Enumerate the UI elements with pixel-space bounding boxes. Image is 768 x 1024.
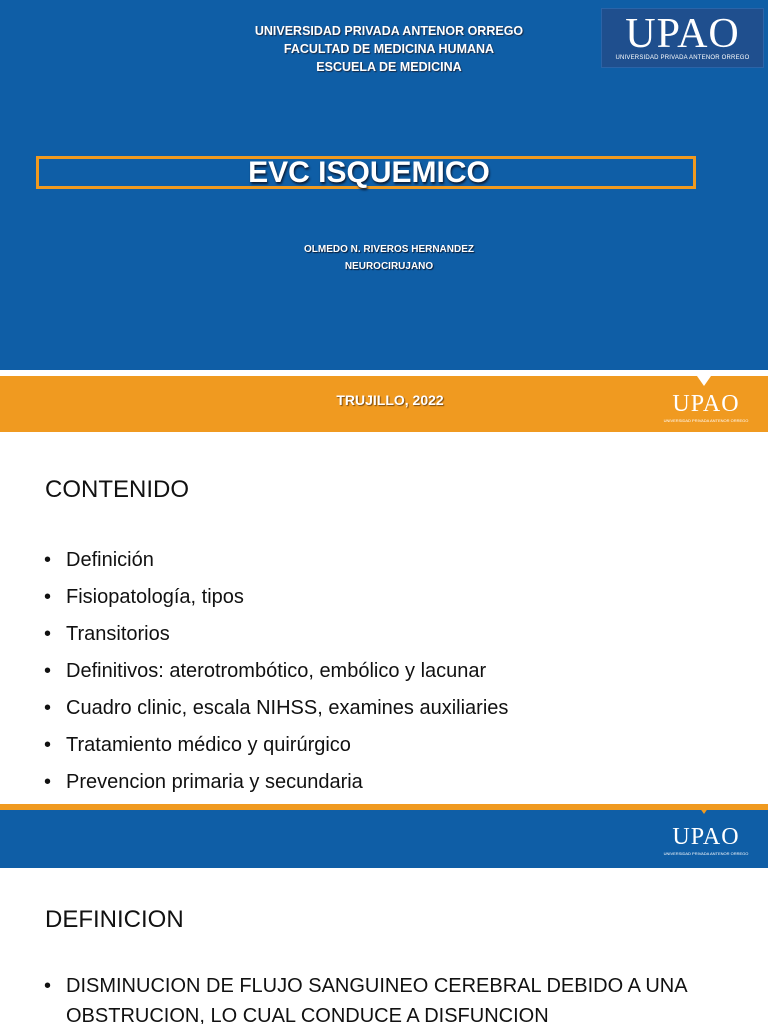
definition-label: DISMINUCION DE FLUJO SANGUINEO CEREBRAL DEBIDO A UNA OBSTRUCION, LO CUAL CONDUCE A DISFUNCION (66, 975, 687, 1024)
list-item (44, 616, 508, 653)
institution-header (180, 22, 598, 76)
list-item (44, 653, 508, 690)
upao-logo (601, 8, 764, 68)
triangle-marker-icon (697, 376, 711, 386)
slide-title: CONTENIDO (45, 476, 189, 503)
faculty-line: FACULTAD DE MEDICINA HUMANA (283, 42, 495, 56)
list-item (44, 542, 508, 579)
list-item-label: Prevencion primaria y secundaria (66, 771, 363, 793)
bullet-icon: • (44, 586, 52, 608)
list-item-label: Cuadro clinic, escala NIHSS, examines auxiliaries (66, 697, 509, 719)
bullet-icon: • (44, 771, 52, 793)
contents-slide (0, 432, 768, 868)
list-item-label: Definición (66, 549, 154, 571)
logo-subtext: UNIVERSIDAD PRIVADA ANTENOR ORREGO (615, 55, 750, 61)
list-item (44, 579, 508, 616)
contents-list (44, 542, 508, 801)
footer-logo-subtext: UNIVERSIDAD PRIVADA ANTENOR ORREGO (663, 851, 749, 856)
list-item-label: Tratamiento médico y quirúrgico (66, 734, 351, 756)
bullet-icon: • (44, 623, 52, 645)
list-item (44, 690, 508, 727)
institution-line: UNIVERSIDAD PRIVADA ANTENOR ORREGO (254, 24, 524, 38)
definition-slide (0, 868, 768, 1024)
footer-logo-subtext: UNIVERSIDAD PRIVADA ANTENOR ORREGO (663, 418, 749, 423)
triangle-marker-icon (697, 804, 711, 814)
author-name: OLMEDO N. RIVEROS HERNANDEZ (303, 244, 474, 255)
list-item (44, 727, 508, 764)
city-year: TRUJILLO, 2022 (336, 392, 444, 408)
bullet-icon: • (44, 734, 52, 756)
list-item-label: Transitorios (66, 623, 170, 645)
logo-text: UPAO (625, 11, 740, 57)
author-role: NEUROCIRUJANO (344, 261, 434, 272)
list-item-label: Fisiopatología, tipos (66, 586, 244, 608)
title-slide (0, 0, 768, 432)
presentation-title: EVC ISQUEMICO (248, 156, 490, 189)
list-item (44, 764, 508, 801)
footer-logo-text: UPAO (672, 391, 740, 417)
bullet-icon: • (44, 660, 52, 682)
definition-text (44, 971, 756, 1024)
footer-band (0, 810, 768, 868)
bullet-icon: • (44, 975, 52, 997)
slide-title: DEFINICION (45, 906, 184, 933)
bullet-icon: • (44, 549, 52, 571)
footer-logo-text: UPAO (672, 824, 740, 850)
list-item-label: Definitivos: aterotrombótico, embólico y lacunar (66, 660, 487, 682)
author-block (180, 241, 598, 275)
school-line: ESCUELA DE MEDICINA (316, 60, 462, 74)
bullet-icon: • (44, 697, 52, 719)
